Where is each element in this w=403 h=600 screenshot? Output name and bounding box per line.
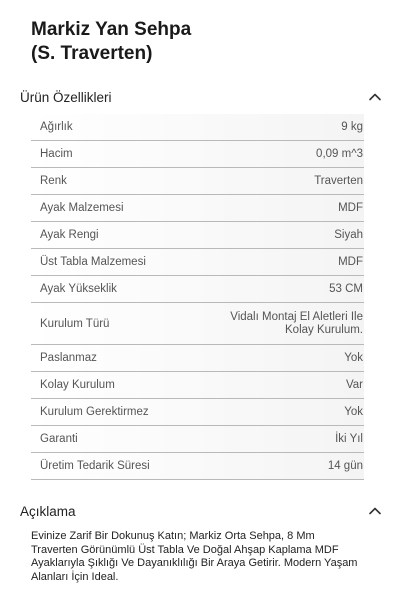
table-row xyxy=(31,222,364,249)
table-row xyxy=(31,114,364,141)
spec-value: Var xyxy=(345,378,363,391)
spec-value: Yok xyxy=(344,351,363,364)
spec-key: Üst Tabla Malzemesi xyxy=(40,256,146,268)
spec-key: Ayak Yükseklik xyxy=(40,283,117,295)
table-row xyxy=(31,426,364,453)
spec-key: Renk xyxy=(40,175,67,187)
spec-key: Ayak Malzemesi xyxy=(40,202,124,214)
spec-key: Üretim Tedarik Süresi xyxy=(40,460,150,472)
spec-value: MDF xyxy=(338,255,363,268)
product-title-line-2: (S. Traverten) xyxy=(31,43,153,64)
chevron-up-icon[interactable] xyxy=(367,503,383,519)
spec-key: Ağırlık xyxy=(40,121,73,133)
spec-value: Yok xyxy=(344,405,363,418)
features-section-header[interactable] xyxy=(20,86,383,108)
table-row xyxy=(31,399,364,426)
table-row xyxy=(31,345,364,372)
spec-value-line-1: Vidalı Montaj El Aletleri Ile xyxy=(230,310,363,323)
spec-key: Kurulum Gerektirmez xyxy=(40,406,149,418)
spec-key: Ayak Rengi xyxy=(40,229,99,241)
spec-value: 0,09 m^3 xyxy=(316,147,363,160)
spec-value: MDF xyxy=(338,201,363,214)
spec-key: Hacim xyxy=(40,148,73,160)
spec-value: 53 CM xyxy=(329,282,363,295)
table-row xyxy=(31,141,364,168)
spec-key: Kurulum Türü xyxy=(40,317,110,330)
features-section-title: Ürün Özellikleri xyxy=(20,89,112,105)
spec-key: Kolay Kurulum xyxy=(40,379,115,391)
spec-value: 14 gün xyxy=(327,459,363,472)
spec-value: İki Yıl xyxy=(335,432,363,445)
table-row xyxy=(31,195,364,222)
table-row xyxy=(31,249,364,276)
product-title-line-1: Markiz Yan Sehpa xyxy=(31,19,192,40)
description-text: Evinize Zarif Bir Dokunuş Katın; Markiz Orta Sehpa, 8 Mm Traverten Görünümlü Üst Tabla Ve Doğal Ahşap Kaplama MDF Ayaklarıyla Şıklığı Ve Dayanıklılığı Bir Araya Getirir. Modern Yaşam Alanları İçin Ideal. xyxy=(31,530,358,583)
product-title xyxy=(31,18,191,66)
table-row xyxy=(31,168,364,195)
description-section-title: Açıklama xyxy=(20,503,76,519)
spec-value: 9 kg xyxy=(341,120,363,133)
spec-key: Paslanmaz xyxy=(40,352,97,364)
features-table xyxy=(31,114,364,480)
spec-value: Traverten xyxy=(314,174,363,187)
table-row xyxy=(31,303,364,345)
spec-value: Siyah xyxy=(334,228,363,241)
description-section-header[interactable] xyxy=(20,500,383,522)
chevron-up-icon[interactable] xyxy=(367,89,383,105)
table-row xyxy=(31,372,364,399)
table-row xyxy=(31,276,364,303)
spec-value-line-2: Kolay Kurulum. xyxy=(285,323,363,336)
spec-key: Garanti xyxy=(40,433,78,445)
spec-value xyxy=(230,311,363,337)
table-row xyxy=(31,453,364,480)
